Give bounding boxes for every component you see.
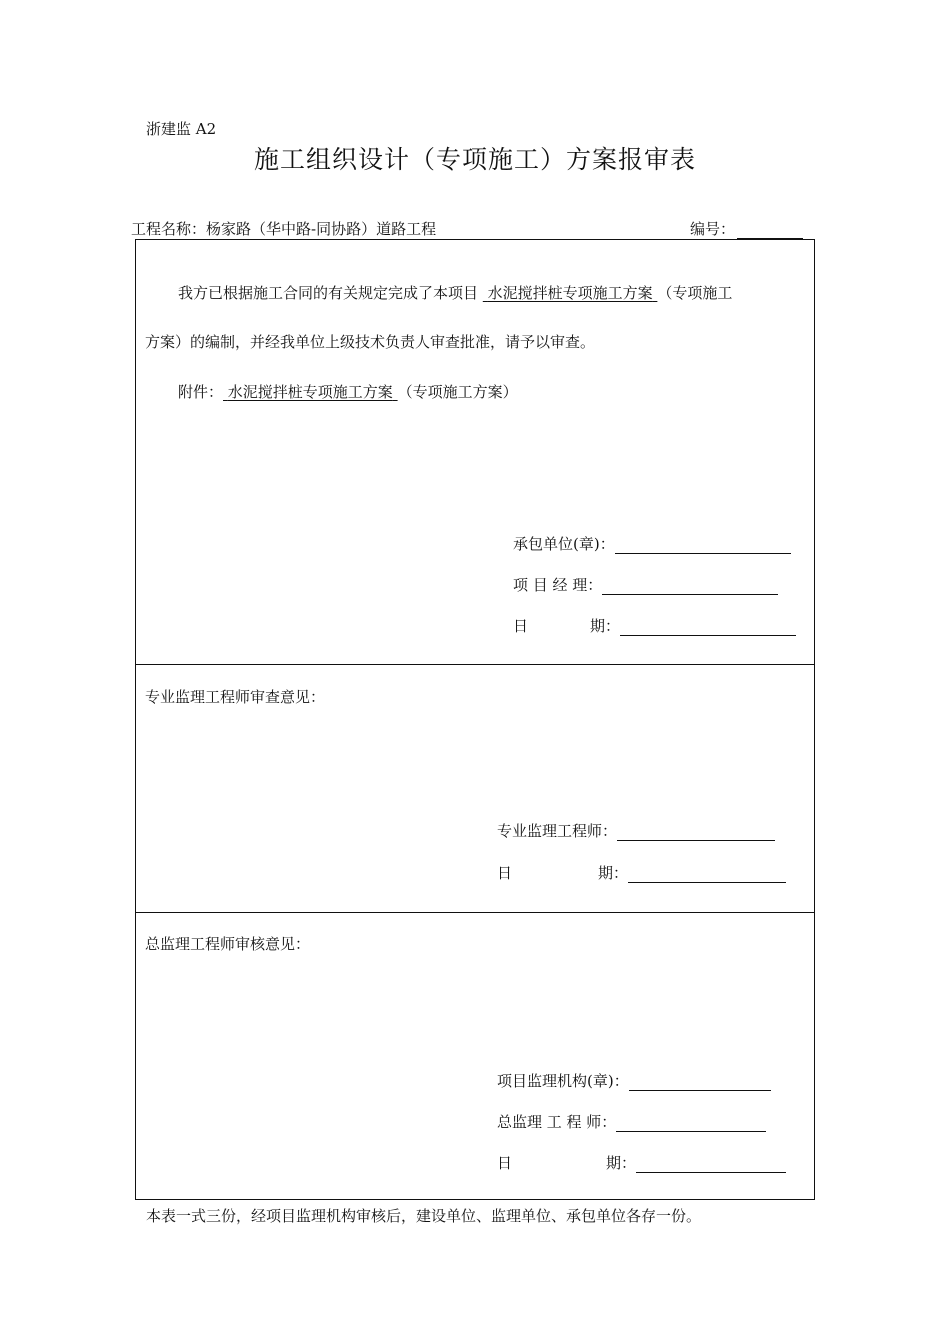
chief-review-heading: 总监理工程师审核意见： [145,935,311,953]
project-name: 杨家路（华中路-同协路）道路工程 [206,220,437,238]
contractor-field[interactable] [615,537,791,554]
attachment-line [178,381,518,402]
engineer-review-heading: 专业监理工程师审查意见： [145,688,326,706]
serial-number [690,218,803,239]
attach-suffix: （专项施工方案） [397,383,518,401]
engineer-field[interactable] [617,824,775,841]
submission-paragraph-line2: 方案）的编制，并经我单位上级技术负责人审查批准，请予以审查。 [145,333,596,351]
contractor-signature-row [513,533,791,554]
submission-paragraph-line1 [178,282,732,303]
contractor-date-field[interactable] [620,619,796,636]
manager-label: 项 目 经 理： [513,576,603,594]
para1-part2: （专项施工 [657,284,733,302]
engineer-label: 专业监理工程师： [497,822,618,840]
date-label-a: 日 [513,617,529,635]
contractor-label: 承包单位(章)： [513,535,615,553]
manager-field[interactable] [602,578,778,595]
date-label-b: 期： [598,864,629,882]
supervision-org-row [497,1070,771,1091]
chief-field[interactable] [616,1115,766,1132]
manager-signature-row [513,574,778,595]
date-label-a: 日 [497,1154,513,1172]
footer-note: 本表一式三份，经项目监理机构审核后，建设单位、监理单位、承包单位各存一份。 [146,1207,702,1225]
page-title: 施工组织设计（专项施工）方案报审表 [253,145,696,174]
date-label-b: 期： [606,1154,637,1172]
date-label-a: 日 [497,864,513,882]
engineer-date-field[interactable] [628,866,786,883]
section-divider-1 [135,664,815,665]
chief-label: 总监理 工 程 师： [497,1113,617,1131]
org-field[interactable] [629,1074,771,1091]
form-code: 浙建监 A2 [146,120,217,138]
engineer-signature-row [497,820,775,841]
chief-date-row [497,1152,786,1173]
attach-label: 附件： [178,383,224,401]
attach-name: 水泥搅拌桩专项施工方案 [227,383,393,401]
section-divider-2 [135,912,815,913]
serial-label: 编号： [690,220,736,238]
para1-part1: 我方已根据施工合同的有关规定完成了本项目 [178,284,479,302]
project-label: 工程名称： [131,220,207,238]
chief-engineer-row [497,1111,766,1132]
contractor-date-row [513,615,796,636]
serial-field[interactable] [737,223,803,239]
chief-date-field[interactable] [636,1156,786,1173]
org-label: 项目监理机构(章)： [497,1072,629,1090]
engineer-date-row [497,862,786,883]
project-line [131,218,436,239]
plan-name: 水泥搅拌桩专项施工方案 [487,284,653,302]
date-label-b: 期： [590,617,621,635]
